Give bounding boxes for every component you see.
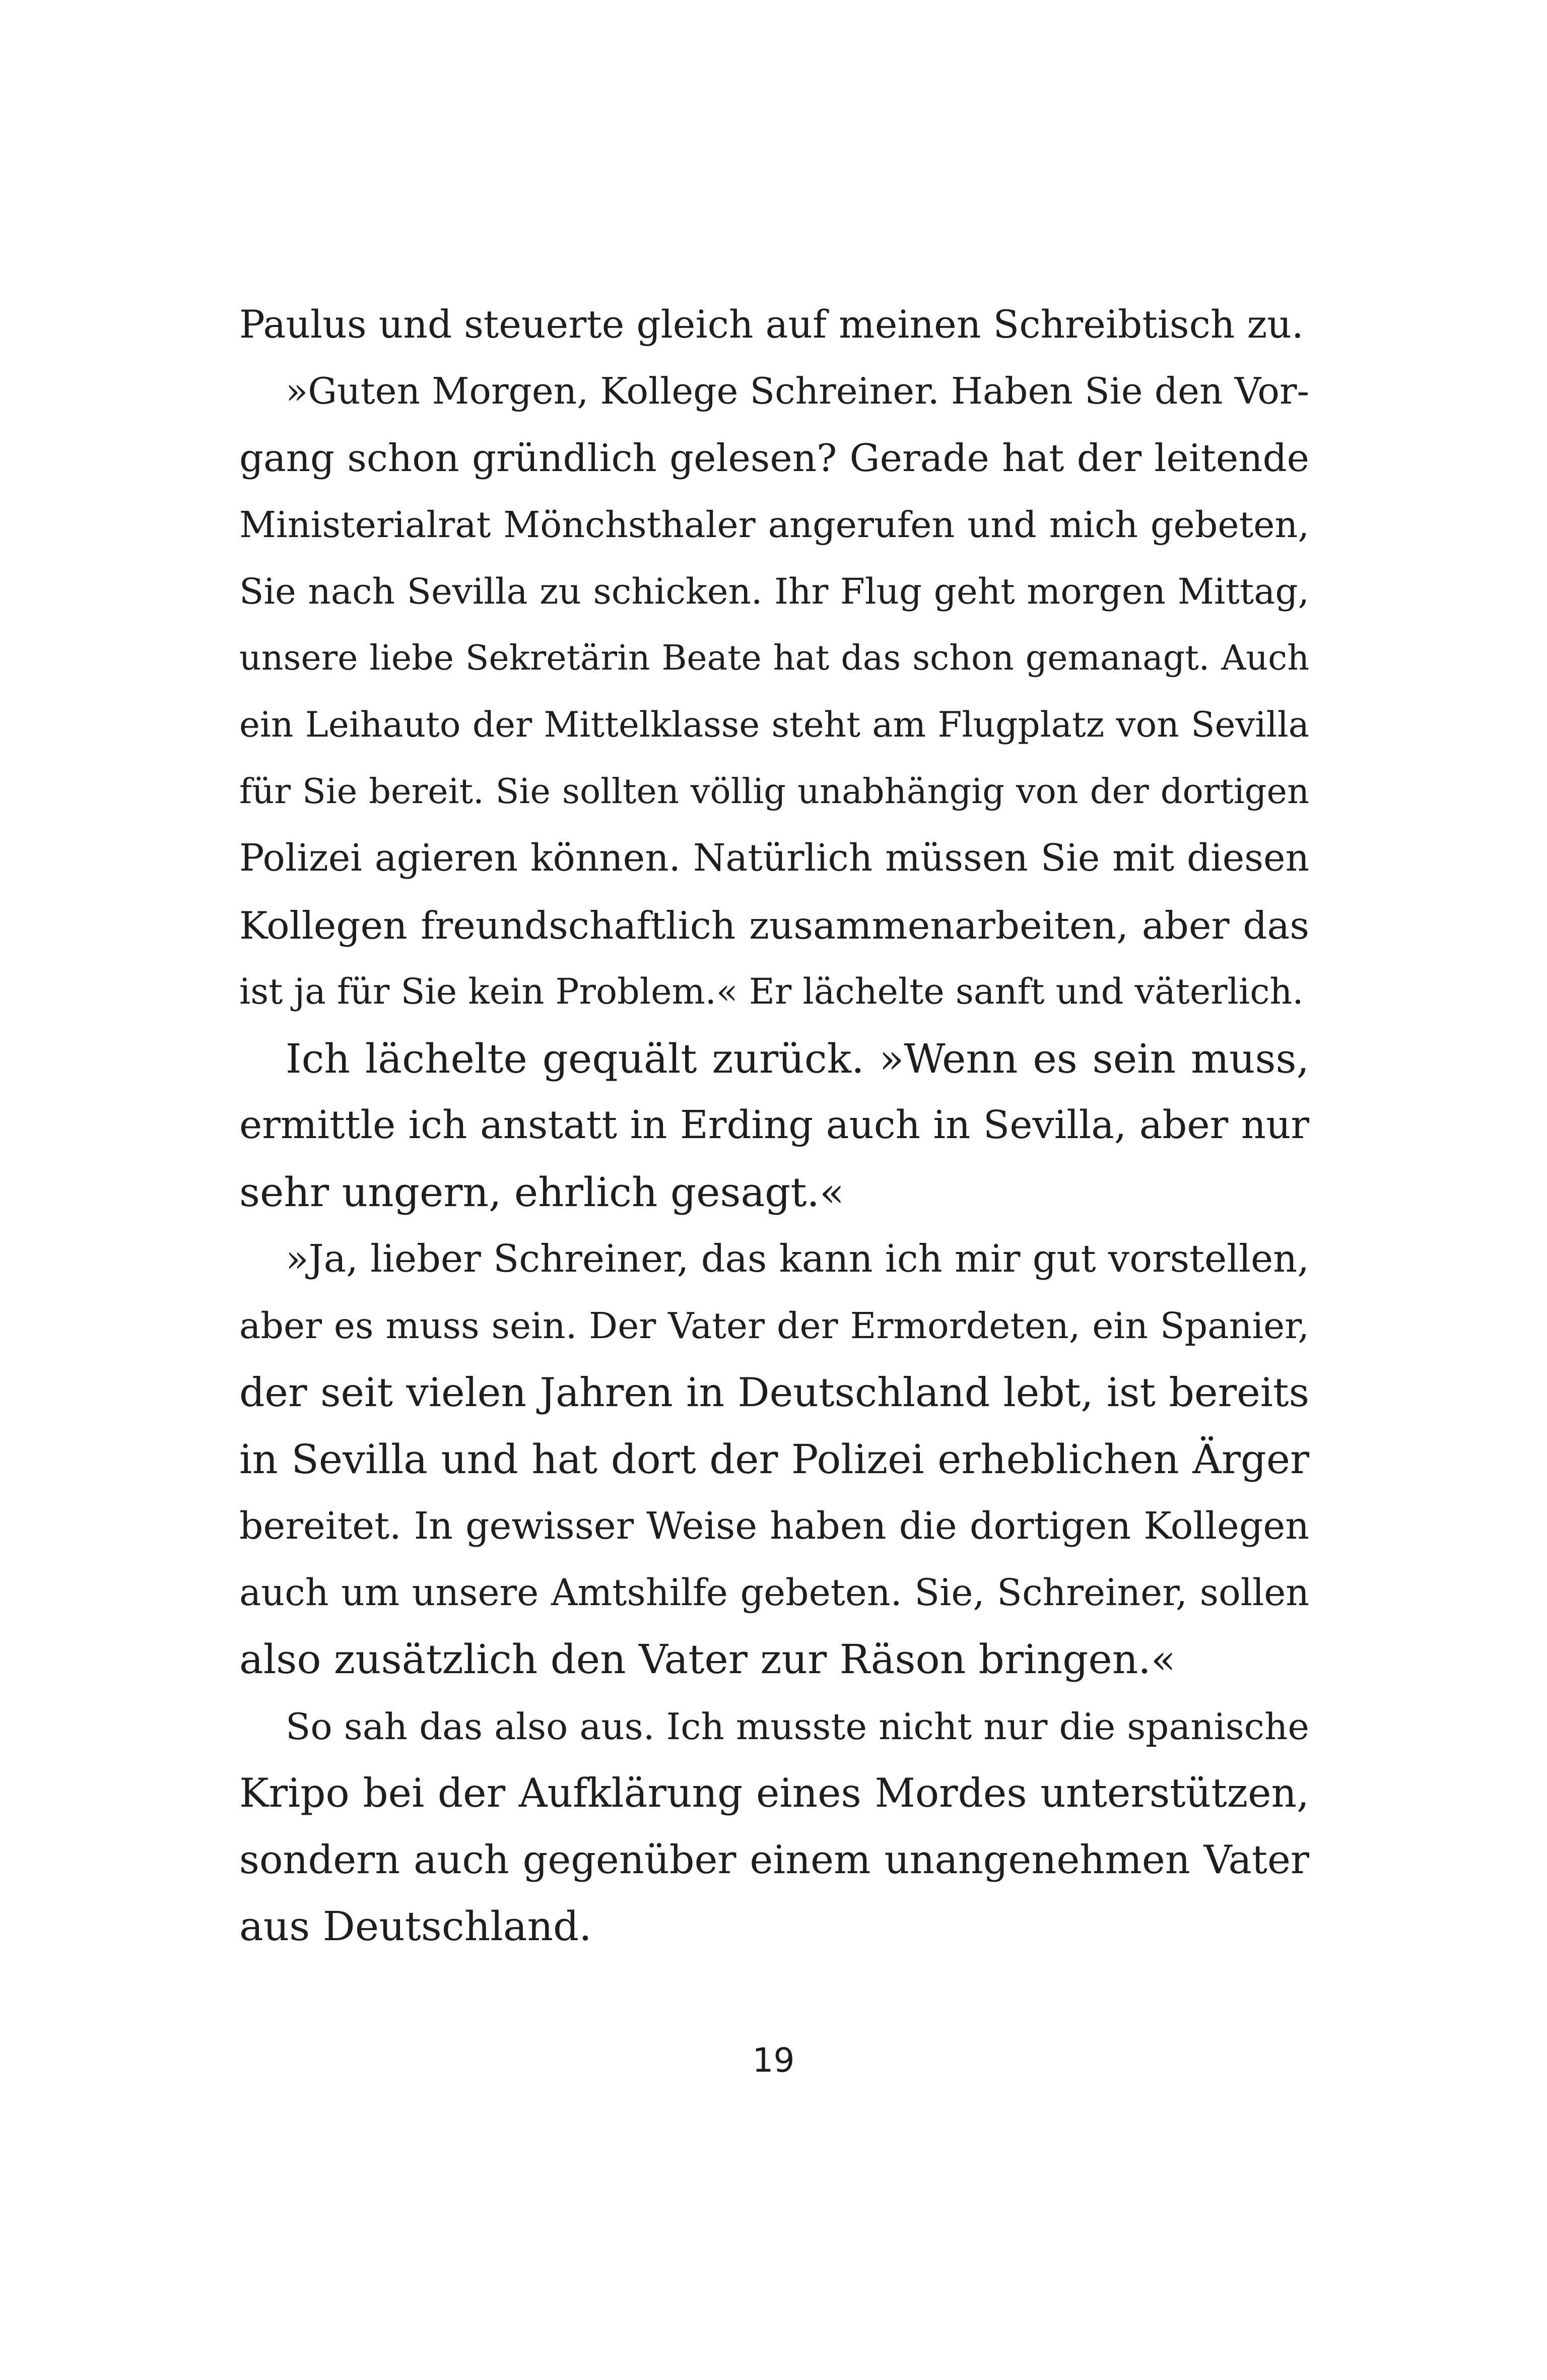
text-line: unsere liebe Sekretärin Beate hat das schon gemanagt. Auch: [239, 638, 1309, 678]
text-line: gang schon gründlich gelesen? Gerade hat der leitende: [239, 436, 1309, 480]
text-line: ermittle ich anstatt in Erding auch in Sevilla, aber nur: [239, 1103, 1309, 1148]
text-line: für Sie bereit. Sie sollten völlig unabhängig von der dortigen: [239, 771, 1309, 812]
text-line: Sie nach Sevilla zu schicken. Ihr Flug geht morgen Mittag,: [239, 570, 1309, 612]
text-line: aus Deutschland.: [239, 1903, 592, 1950]
text-line: der seit vielen Jahren in Deutschland lebt, ist bereits: [239, 1369, 1309, 1416]
text-line: Kollegen freundschaftlich zusammenarbeiten, aber das: [239, 903, 1309, 948]
text-line: bereitet. In gewisser Weise haben die dortigen Kollegen: [239, 1504, 1309, 1548]
text-line: also zusätzlich den Vater zur Räson bringen.«: [239, 1636, 1176, 1683]
text-line: Paulus und steuerte gleich auf meinen Schreibtisch zu.: [239, 302, 1304, 347]
text-line: sondern auch gegenüber einem unangenehmen Vater: [239, 1837, 1309, 1883]
text-line: sehr ungern, ehrlich gesagt.«: [239, 1168, 844, 1216]
text-line: ein Leihauto der Mittelklasse steht am Flugplatz von Sevilla: [239, 705, 1309, 745]
text-line: Ministerialrat Mönchsthaler angerufen und mich gebeten,: [239, 503, 1309, 546]
text-line: So sah das also aus. Ich musste nicht nur die spanische: [286, 1705, 1309, 1748]
text-line: auch um unsere Amtshilfe gebeten. Sie, Schreiner, sollen: [239, 1571, 1309, 1614]
page-number: 19: [752, 2041, 795, 2080]
body-text: [239, 291, 1309, 1960]
text-line: »Ja, lieber Schreiner, das kann ich mir gut vorstellen,: [286, 1237, 1309, 1281]
text-line: Ich lächelte gequält zurück. »Wenn es sein muss,: [286, 1035, 1309, 1082]
text-line: Polizei agieren können. Natürlich müssen Sie mit diesen: [239, 837, 1309, 880]
text-line: Kripo bei der Aufklärung eines Mordes unterstützen,: [239, 1770, 1309, 1816]
text-line: aber es muss sein. Der Vater der Ermordeten, ein Spanier,: [239, 1304, 1309, 1347]
text-line: in Sevilla und hat dort der Polizei erheblichen Ärger: [239, 1435, 1309, 1483]
text-line: »Guten Morgen, Kollege Schreiner. Haben Sie den Vor-: [286, 370, 1309, 413]
text-line: ist ja für Sie kein Problem.« Er lächelte sanft und väterlich.: [239, 971, 1304, 1012]
